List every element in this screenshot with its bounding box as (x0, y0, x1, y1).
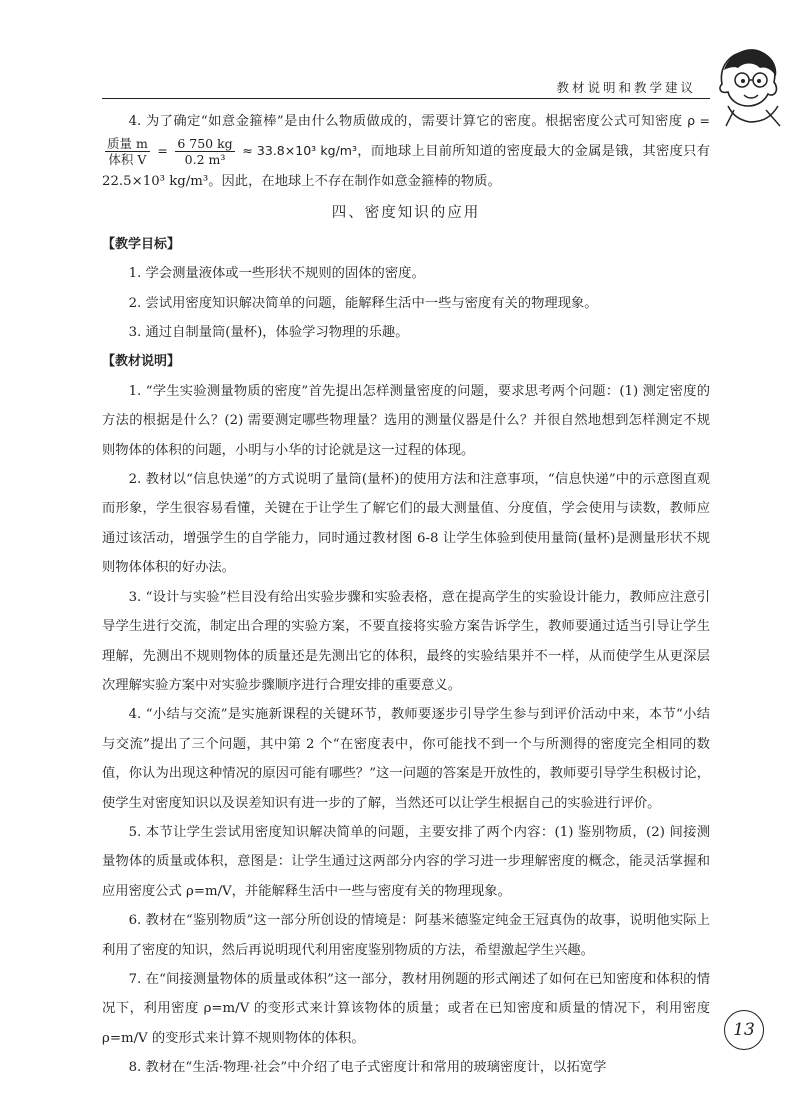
goal-item: 2. 尝试用密度知识解决简单的问题，能解释生活中一些与密度有关的物理现象。 (128, 295, 598, 311)
goal-item: 1. 学会测量液体或一些形状不规则的固体的密度。 (128, 266, 425, 282)
notes-paragraph: 2. 教材以“信息快递”的方式说明了量筒(量杯)的使用方法和注意事项，“信息快递”中的示意图直观而形象，学生很容易看懂，关键在于让学生了解它们的最大测量值、分度值，学会使用与读数，教师应通过该活动，增强学生的自学能力，同时通过教材图 6-8 让学生体验到使用量筒(量杯)是测量形状不规则物体体积的好办法。 (102, 472, 710, 576)
fraction-denominator-value: 0.2 m³ (184, 152, 226, 168)
textbook-notes-label: 【教材说明】 (102, 354, 181, 370)
formula-fraction-mass-over-volume (105, 136, 150, 167)
fraction-denominator: 体积 V (108, 152, 147, 168)
notes-paragraph: 4. “小结与交流”是实施新课程的关键环节，教师要逐步引导学生参与到评价活动中来，本节“小结与交流”提出了三个问题，其中第 2 个“在密度表中，你可能找不到一个与所测得的密度完全相同的数值，你认为出现这种情况的原因可能有哪些？”这一问题的答案是开放性的，教师要引导学生积极讨论，使学生对密度知识以及误差知识有进一步的了解，当然还可以让学生根据自己的实验进行评价。 (102, 707, 710, 811)
goal-item: 3. 通过自制量筒(量杯)，体验学习物理的乐趣。 (128, 325, 409, 341)
approximate-result: ≈ 33.8×10³ kg/m³ (242, 143, 357, 159)
page-number: 13 (724, 1010, 764, 1050)
notes-paragraph: 6. 教材在“鉴别物质”这一部分所创设的情境是：阿基米德鉴定纯金王冠真伪的故事，说明他实际上利用了密度的知识，然后再说明现代利用密度鉴别物质的方法，希望激起学生兴趣。 (102, 913, 710, 958)
page-body (102, 106, 710, 1083)
notes-paragraph: 8. 教材在“生活·物理·社会”中介绍了电子式密度计和常用的玻璃密度计，以拓宽学 (128, 1060, 607, 1076)
rho-symbol: ρ = (687, 113, 710, 128)
notes-paragraph: 7. 在“间接测量物体的质量或体积”这一部分，教材用例题的形式阐述了如何在已知密度和体积的情况下，利用密度 ρ=m/V 的变形式来计算该物体的质量；或者在已知密度和质量的情况下，利用密度 ρ=m/V 的变形式来计算不规则物体的体积。 (102, 971, 710, 1046)
cartoon-scientist-icon (708, 40, 788, 130)
running-header-title: 教材说明和教学建议 (556, 80, 696, 95)
paragraph-number: 4. (128, 114, 142, 129)
fraction-numerator-value: 6 750 kg (177, 136, 233, 152)
teaching-goals-label: 【教学目标】 (102, 236, 181, 252)
page-header (102, 60, 710, 98)
paragraph-lead: 为了确定“如意金箍棒”是由什么物质做成的，需要计算它的密度。根据密度公式可知密度 (145, 114, 683, 129)
equals-sign: = (157, 143, 168, 159)
paragraph-tail: ，而地球上目前所知道的密度最大的金属是锇，其密度只有 22.5×10³ kg/m³。因此，在地球上不存在制作如意金箍棒的物质。 (102, 144, 711, 190)
header-rule (102, 98, 710, 99)
paragraph-density-of-golden-cudgel (102, 106, 710, 197)
notes-paragraph: 5. 本节让学生尝试用密度知识解决简单的问题，主要安排了两个内容：(1) 鉴别物质，(2) 间接测量物体的质量或体积，意图是：让学生通过这两部分内容的学习进一步理解密度的概念，能灵活掌握和应用密度公式 ρ=m/V，并能解释生活中一些与密度有关的物理现象。 (102, 824, 710, 899)
fraction-numerator: 质量 m (107, 136, 148, 152)
notes-paragraph: 3. “设计与实验”栏目没有给出实验步骤和实验表格，意在提高学生的实验设计能力，教师应注意引导学生进行交流，制定出合理的实验方案，不要直接将实验方案告诉学生，教师要通过适当引导让学生理解，先测出不规则物体的质量还是先测出它的体积，最终的实验结果并不一样，从而使学生从更深层次理解实验方案中对实验步骤顺序进行合理安排的重要意义。 (102, 589, 710, 693)
section-title: 四、密度知识的应用 (331, 204, 481, 221)
formula-fraction-values (175, 136, 234, 167)
notes-paragraph: 1. “学生实验测量物质的密度”首先提出怎样测量密度的问题，要求思考两个问题：(1) 测定密度的方法的根据是什么？(2) 需要测定哪些物理量？选用的测量仪器是什么？并很自然地想到怎样测定不规则物体的体积的问题，小明与小华的讨论就是这一过程的体现。 (102, 383, 710, 458)
